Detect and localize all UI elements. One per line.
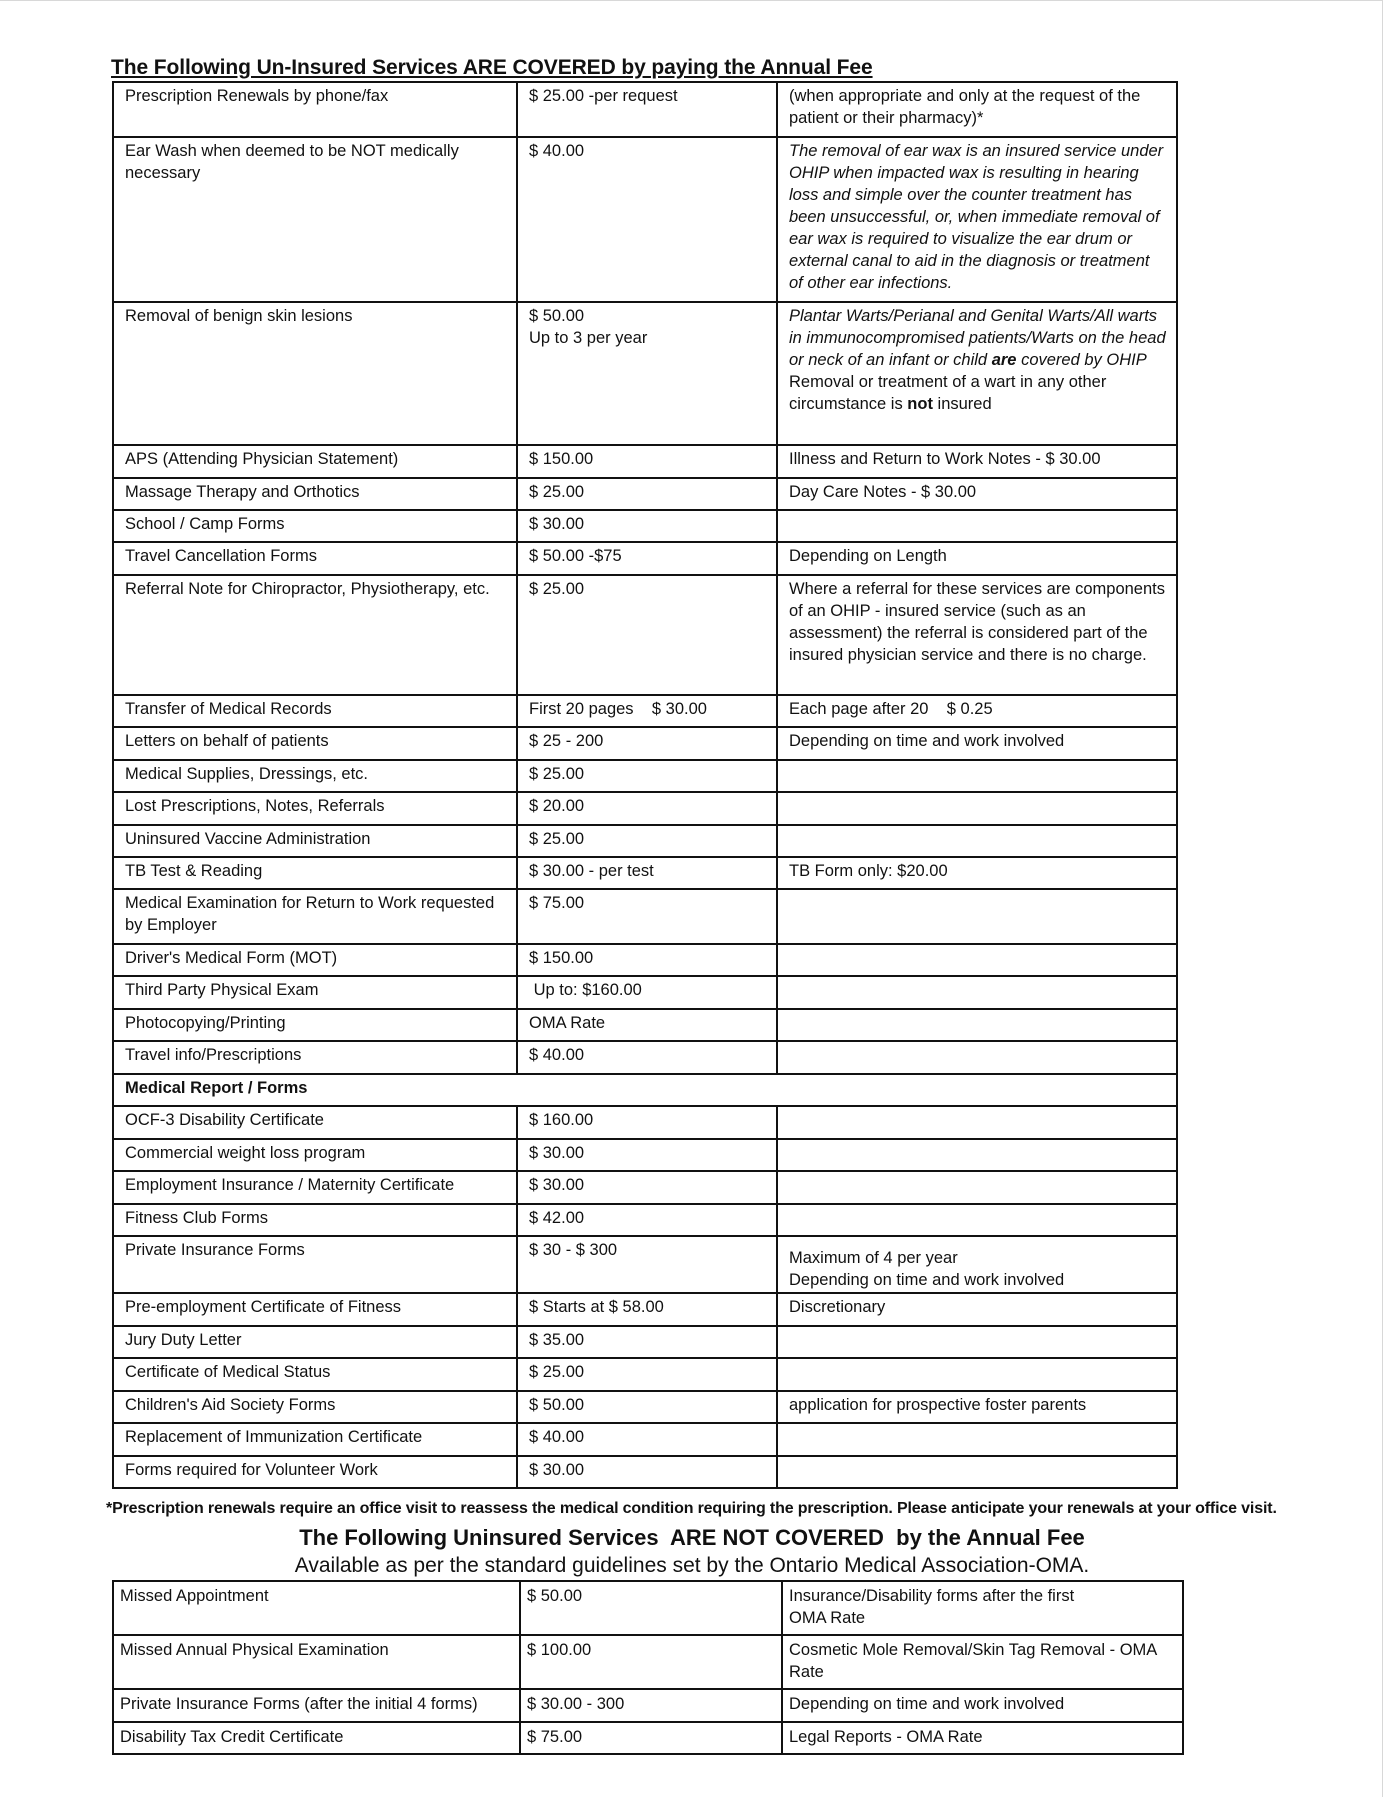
notes-cell: (when appropriate and only at the request of the patient or their pharmacy)* xyxy=(777,82,1177,137)
notes-cell xyxy=(777,510,1177,542)
table-row xyxy=(113,1204,1177,1236)
section-header-row xyxy=(113,1074,1177,1106)
table-row xyxy=(113,944,1177,976)
service-cell: Travel info/Prescriptions xyxy=(113,1041,517,1074)
fee-cell: $ 40.00 xyxy=(517,137,777,302)
service-cell: Ear Wash when deemed to be NOT medically necessary xyxy=(113,137,517,302)
notes-cell: The removal of ear wax is an insured service under OHIP when impacted wax is resulting in hearing loss and simple over the counter treatment has been unsuccessful, or, when immediate removal of ear wax is required to visualize the ear drum or external canal to aid in the diagnosis or treatment of other ear infections. xyxy=(777,137,1177,302)
notes-text: Removal or treatment of a wart in any other circumstance is xyxy=(789,373,1107,413)
table-row xyxy=(113,510,1177,542)
notes-cell xyxy=(777,1423,1177,1456)
service-cell: School / Camp Forms xyxy=(113,510,517,542)
service-cell: Transfer of Medical Records xyxy=(113,695,517,727)
notes-cell xyxy=(777,302,1177,445)
fee-cell: $ 20.00 xyxy=(517,792,777,825)
table-row xyxy=(113,889,1177,944)
fee-cell: First 20 pages $ 30.00 xyxy=(517,695,777,727)
table-row xyxy=(113,478,1177,510)
table-row xyxy=(113,1326,1177,1358)
service-cell: Third Party Physical Exam xyxy=(113,976,517,1009)
table-row xyxy=(113,542,1177,575)
notes-cell: Illness and Return to Work Notes - $ 30.00 xyxy=(777,445,1177,478)
notes-cell xyxy=(777,1041,1177,1074)
service-cell: Children's Aid Society Forms xyxy=(113,1391,517,1423)
table-row xyxy=(113,1689,1183,1722)
notes-cell xyxy=(777,1326,1177,1358)
fee-cell: $ 35.00 xyxy=(517,1326,777,1358)
service-cell: Private Insurance Forms xyxy=(113,1236,517,1293)
fee-cell: $ 50.00 -$75 xyxy=(517,542,777,575)
service-cell: TB Test & Reading xyxy=(113,857,517,889)
table-row xyxy=(113,792,1177,825)
covered-services-title: The Following Un-Insured Services ARE COVERED by paying the Annual Fee xyxy=(111,56,873,79)
table-row xyxy=(113,137,1177,302)
service-cell: Employment Insurance / Maternity Certificate xyxy=(113,1171,517,1204)
table-row xyxy=(113,1423,1177,1456)
fee-cell: $ 100.00 xyxy=(520,1635,782,1689)
footnote: *Prescription renewals require an office visit to reassess the medical condition requiring the prescription. Please anticipate your renewals at your office visit. xyxy=(106,1500,1277,1517)
fee-cell: $ 25 - 200 xyxy=(517,727,777,760)
notes-cell xyxy=(777,1204,1177,1236)
service-cell: Forms required for Volunteer Work xyxy=(113,1456,517,1488)
notes-cell xyxy=(777,1358,1177,1391)
service-cell: Photocopying/Printing xyxy=(113,1009,517,1041)
service-cell: Certificate of Medical Status xyxy=(113,1358,517,1391)
fee-cell: $ 30.00 - 300 xyxy=(520,1689,782,1722)
service-cell: Jury Duty Letter xyxy=(113,1326,517,1358)
table-row xyxy=(113,302,1177,445)
service-cell: OCF-3 Disability Certificate xyxy=(113,1106,517,1139)
notes-emphasis: are xyxy=(991,351,1017,369)
notes-cell: Cosmetic Mole Removal/Skin Tag Removal - OMA Rate xyxy=(782,1635,1183,1689)
notes-text: insured xyxy=(932,395,992,413)
not-covered-services-subtitle: Available as per the standard guidelines set by the Ontario Medical Association-OMA. xyxy=(294,1554,1090,1577)
notes-cell xyxy=(777,760,1177,792)
notes-cell: Where a referral for these services are components of an OHIP - insured service (such as an assessment) the referral is considered part of the insured physician service and there is no charge. xyxy=(777,575,1177,695)
notes-cell: application for prospective foster parents xyxy=(777,1391,1177,1423)
fee-cell: $ 25.00 -per request xyxy=(517,82,777,137)
notes-cell xyxy=(777,1456,1177,1488)
table-row xyxy=(113,1391,1177,1423)
table-row xyxy=(113,695,1177,727)
table-row xyxy=(113,1009,1177,1041)
table-row xyxy=(113,1041,1177,1074)
service-cell: Private Insurance Forms (after the initial 4 forms) xyxy=(113,1689,520,1722)
service-cell: Massage Therapy and Orthotics xyxy=(113,478,517,510)
notes-cell xyxy=(777,1139,1177,1171)
notes-cell: Day Care Notes - $ 30.00 xyxy=(777,478,1177,510)
fee-cell: $ 40.00 xyxy=(517,1041,777,1074)
fee-cell: $ 25.00 xyxy=(517,575,777,695)
service-cell: Missed Appointment xyxy=(113,1581,520,1635)
fee-cell: OMA Rate xyxy=(517,1009,777,1041)
fee-cell: $ 75.00 xyxy=(517,889,777,944)
fee-cell: $ 50.00 Up to 3 per year xyxy=(517,302,777,445)
notes-emphasis: not xyxy=(907,395,933,413)
service-cell: Pre-employment Certificate of Fitness xyxy=(113,1293,517,1326)
table-row xyxy=(113,1581,1183,1635)
service-cell: Uninsured Vaccine Administration xyxy=(113,825,517,857)
service-cell: Commercial weight loss program xyxy=(113,1139,517,1171)
table-row xyxy=(113,445,1177,478)
notes-cell: Discretionary xyxy=(777,1293,1177,1326)
notes-cell: Depending on time and work involved xyxy=(777,727,1177,760)
notes-cell: Each page after 20 $ 0.25 xyxy=(777,695,1177,727)
service-cell: Removal of benign skin lesions xyxy=(113,302,517,445)
fee-cell: $ 25.00 xyxy=(517,1358,777,1391)
notes-cell: Maximum of 4 per year Depending on time and work involved xyxy=(777,1236,1177,1293)
notes-cell xyxy=(777,1009,1177,1041)
service-cell: Fitness Club Forms xyxy=(113,1204,517,1236)
fee-cell: Up to: $160.00 xyxy=(517,976,777,1009)
fee-cell: $ 150.00 xyxy=(517,445,777,478)
table-row xyxy=(113,82,1177,137)
table-row xyxy=(113,1358,1177,1391)
notes-cell: Depending on Length xyxy=(777,542,1177,575)
service-cell: APS (Attending Physician Statement) xyxy=(113,445,517,478)
table-row xyxy=(113,575,1177,695)
service-cell: Travel Cancellation Forms xyxy=(113,542,517,575)
table-row xyxy=(113,976,1177,1009)
not-covered-services-table xyxy=(112,1580,1184,1755)
table-row xyxy=(113,1171,1177,1204)
notes-cell xyxy=(777,889,1177,944)
table-row xyxy=(113,727,1177,760)
fee-cell: $ 150.00 xyxy=(517,944,777,976)
table-row xyxy=(113,1635,1183,1689)
service-cell: Missed Annual Physical Examination xyxy=(113,1635,520,1689)
service-cell: Replacement of Immunization Certificate xyxy=(113,1423,517,1456)
table-row xyxy=(113,857,1177,889)
table-row xyxy=(113,1139,1177,1171)
service-cell: Medical Supplies, Dressings, etc. xyxy=(113,760,517,792)
notes-cell xyxy=(777,944,1177,976)
fee-cell: $ 25.00 xyxy=(517,760,777,792)
table-row xyxy=(113,1293,1177,1326)
fee-cell: $ 40.00 xyxy=(517,1423,777,1456)
not-covered-services-title: The Following Uninsured Services ARE NOT COVERED by the Annual Fee xyxy=(299,1525,1085,1550)
service-cell: Medical Examination for Return to Work requested by Employer xyxy=(113,889,517,944)
service-cell: Disability Tax Credit Certificate xyxy=(113,1722,520,1754)
covered-services-table xyxy=(112,81,1178,1489)
fee-cell: $ 30.00 xyxy=(517,1139,777,1171)
notes-cell: Depending on time and work involved xyxy=(782,1689,1183,1722)
fee-cell: $ 30.00 xyxy=(517,1171,777,1204)
fee-cell: $ Starts at $ 58.00 xyxy=(517,1293,777,1326)
notes-cell xyxy=(777,825,1177,857)
fee-cell: $ 75.00 xyxy=(520,1722,782,1754)
service-cell: Lost Prescriptions, Notes, Referrals xyxy=(113,792,517,825)
notes-cell: Legal Reports - OMA Rate xyxy=(782,1722,1183,1754)
table-row xyxy=(113,1106,1177,1139)
table-row xyxy=(113,825,1177,857)
notes-cell xyxy=(777,1171,1177,1204)
fee-cell: $ 160.00 xyxy=(517,1106,777,1139)
fee-cell: $ 50.00 xyxy=(520,1581,782,1635)
fee-cell: $ 25.00 xyxy=(517,478,777,510)
notes-cell xyxy=(777,1106,1177,1139)
fee-cell: $ 42.00 xyxy=(517,1204,777,1236)
fee-cell: $ 30 - $ 300 xyxy=(517,1236,777,1293)
notes-cell xyxy=(777,976,1177,1009)
notes-text: Plantar Warts/Perianal and Genital Warts/All warts in immunocompromised patients/Warts on the head or neck of an infant or child xyxy=(789,307,1166,369)
notes-cell: TB Form only: $20.00 xyxy=(777,857,1177,889)
notes-text: covered by OHIP xyxy=(1016,351,1147,369)
service-cell: Driver's Medical Form (MOT) xyxy=(113,944,517,976)
fee-cell: $ 30.00 xyxy=(517,1456,777,1488)
service-cell: Letters on behalf of patients xyxy=(113,727,517,760)
fee-cell: $ 25.00 xyxy=(517,825,777,857)
notes-cell: Insurance/Disability forms after the first OMA Rate xyxy=(782,1581,1183,1635)
table-row xyxy=(113,1236,1177,1293)
fee-cell: $ 50.00 xyxy=(517,1391,777,1423)
fee-cell: $ 30.00 - per test xyxy=(517,857,777,889)
fee-cell: $ 30.00 xyxy=(517,510,777,542)
notes-cell xyxy=(777,792,1177,825)
table-row xyxy=(113,1722,1183,1754)
table-row xyxy=(113,760,1177,792)
service-cell: Prescription Renewals by phone/fax xyxy=(113,82,517,137)
service-cell: Referral Note for Chiropractor, Physiotherapy, etc. xyxy=(113,575,517,695)
table-row xyxy=(113,1456,1177,1488)
section-label: Medical Report / Forms xyxy=(113,1074,1177,1106)
